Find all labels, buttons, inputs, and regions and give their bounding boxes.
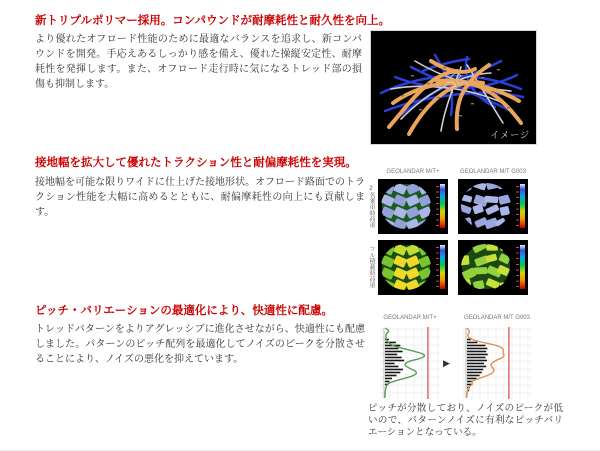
contact-patch-panel-mtplus-light [378,179,448,234]
contact-patch-panel-mtplus-full [378,240,448,295]
contact-patch-panel-g003-full [458,240,528,295]
pitch-chart-caption: ピッチが分散しており、ノイズのピークが低いので、パターンノイズに有利なピッチバリエーションとなっている。 [368,403,563,438]
scale-ticks [516,247,519,287]
pressure-scale-bar [520,184,525,228]
contact-patch-image [459,179,513,234]
pressure-scale-bar [440,245,445,289]
arrow-right-icon: ▶ [443,358,450,368]
pressure-scale-bar [520,245,525,289]
noise-chart-g003 [460,325,534,406]
contact-patch-image [379,179,433,234]
contact-patch-panel-g003-light [458,179,528,234]
contact-patch-image [379,240,433,295]
noise-chart-title-mt-plus: GEOLANDAR M/T+ [383,315,437,321]
polymer-structure-image [370,30,537,145]
noise-profile-chart [460,325,534,401]
image-label: イメージ [490,130,530,140]
pressure-scale-bar [440,184,445,228]
noise-chart-mt-plus [378,325,442,406]
section-body-contact: 接地幅を可能な限りワイドに仕上げた接地形状。オフロード路面でのトラクション性能を大幅に高めるとともに、耐偏摩耗性の向上にも貢献します。 [35,177,365,218]
section-body-pitch: トレッドパターンをよりアグレッシブに進化させながら、快適性にも配慮しました。パターンのピッチ配列を最適化してノイズのピークを分散させることにより、ノイズの悪化を抑えています。 [35,324,365,365]
contact-patch-image [459,240,513,295]
section-heading-compound: 新トリプルポリマー採用。コンパウンドが耐摩耗性と耐久性を向上。 [35,15,391,27]
section-heading-contact: 接地幅を拡大して優れたトラクション性と耐偏摩耗性を実現。 [35,157,357,169]
section-body-compound: より優れたオフロード性能のために最適なバランスを追求し、新コンパウンドを開発。手応えあるしっかり感を備え、優れた操縦安定性、耐摩耗性を発揮します。また、オフロード走行時に気になるトレッド部の損傷も抑制します。 [35,34,362,90]
contact-column-header-g003: GEOLANDAR M/T G003 [460,169,526,175]
noise-chart-title-g003: GEOLANDAR M/T G003 [464,315,530,321]
noise-profile-chart [378,325,442,401]
scale-ticks [436,186,439,226]
contact-row-label-2-passenger: 2名乗車時荷重 [368,186,374,228]
scale-ticks [516,186,519,226]
contact-column-header-mt-plus: GEOLANDAR M/T+ [386,169,440,175]
contact-row-label-full-load: フル積載時荷重 [368,246,374,288]
scale-ticks [436,247,439,287]
section-heading-pitch: ピッチ・バリエーションの最適化により、快適性に配慮。 [35,305,333,317]
